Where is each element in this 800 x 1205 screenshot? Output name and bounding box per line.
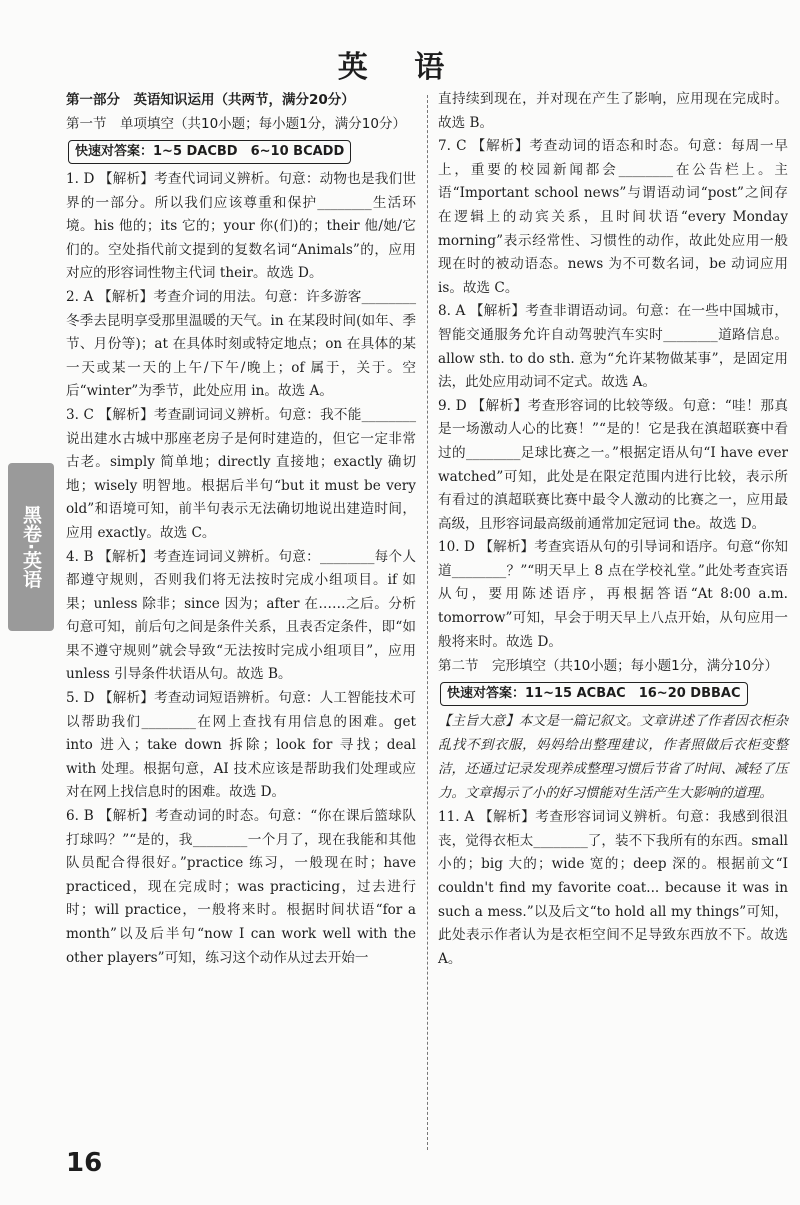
part-heading: 第一部分 英语知识运用（共两节，满分20分） xyxy=(66,92,355,108)
question-6-continued: 直持续到现在，并对现在产生了影响，应用现在完成时。故选 B。 xyxy=(438,91,788,131)
page-number: 16 xyxy=(66,1148,103,1178)
section2-heading: 第二节 完形填空（共10小题；每小题1分，满分10分） xyxy=(438,658,778,675)
question-7: 7. C 【解析】考查动词的语态和时态。句意：每周一早上，重要的校园新闻都会________在公告栏上。主语“Important school news”与谓语动词“post”之间存在逻辑上的动宾关系，且时间状语“every Monday morning”表示经常性、习惯性的动作，故此处应用一般现在时的被动语态。news 为不可数名词，be 动词应用 is。故选 C。 xyxy=(438,138,788,296)
question-4: 4. B 【解析】考查连词词义辨析。句意：________每个人都遵守规则，否则我们将无法按时完成小组项目。if 如果；unless 除非；since 因为；after 在……之后。分析句意可知，前后句之间是条件关系，且表否定条件，即“如果不遵守规则”就会导致“无法按时完成小组项目”，应用 unless 引导条件状语从句。故选 B。 xyxy=(66,548,416,683)
question-11: 11. A 【解析】考查形容词词义辨析。句意：我感到很沮丧，觉得衣柜太________了，装不下我所有的东西。small 小的；big 大的；wide 宽的；deep 深的。根据前文“I couldn't find my favorite coat... because it was in such a mess.”以及后文“to hold all my things”可知，此处表示作者认为是衣柜空间不足导致东西放不下。故选 A。 xyxy=(438,809,788,967)
question-10: 10. D 【解析】考查宾语从句的引导词和语序。句意“你知道________？”“明天早上 8 点在学校礼堂。”此处考查宾语从句，要用陈述语序，再根据答语“At 8:00 a.m. tomorrow”可知，早会于明天早上八点开始，从句应用一般将来时。故选 D。 xyxy=(438,539,788,650)
question-1: 1. D 【解析】考查代词词义辨析。句意：动物也是我们世界的一部分。所以我们应该尊重和保护________生活环境。his 他的；its 它的；your 你(们)的；their 他/她/它们的。空处指代前文提到的复数名词“Animals”的，应用对应的形容词性物主代词 their。故选 D。 xyxy=(66,171,416,282)
right-column xyxy=(438,88,788,971)
column-divider xyxy=(427,95,428,1150)
quick-answers-2: 快速对答案：11~15 ACBAC 16~20 DBBAC xyxy=(440,682,748,706)
left-column xyxy=(66,88,416,970)
question-2: 2. A 【解析】考查介词的用法。句意：许多游客________冬季去昆明享受那里温暖的天气。in 在某段时间(如年、季节、月份等)；at 在具体时刻或特定地点；on 在具体的某一天或某一天的上午/下午/晚上；of 属于，关于。空后“winter”为季节，此处应用 in。故选 A。 xyxy=(66,288,416,400)
section1-heading: 第一节 单项填空（共10小题；每小题1分，满分10分） xyxy=(66,116,406,132)
page-title: 英 语 xyxy=(337,50,463,85)
question-9: 9. D 【解析】考查形容词的比较等级。句意：“哇！那真是一场激动人心的比赛！”“是的！它是我在滇超联赛中看过的________足球比赛之一。”根据定语从句“I have ever watched”可知，此处是在限定范围内进行比较，表示所有看过的滇超联赛比赛中最令人激动的比赛之一，应用最高级，且形容词最高级前通常加定冠词 the。故选 D。 xyxy=(438,397,788,532)
question-8: 8. A 【解析】考查非谓语动词。句意：在一些中国城市，智能交通服务允许自动驾驶汽车实时________道路信息。allow sth. to do sth. 意为“允许某物做某事”，是固定用法，此处应用动词不定式。故选 A。 xyxy=(438,303,788,391)
passage-summary: 【主旨大意】本文是一篇记叙文。文章讲述了作者因衣柜杂乱找不到衣服，妈妈给出整理建议，作者照做后衣柜变整洁，还通过记录发现养成整理习惯后节省了时间、减轻了压力。文章揭示了小的好习惯能对生活产生大影响的道理。 xyxy=(438,714,788,802)
quick-answers-1: 快速对答案：1~5 DACBD 6~10 BCADD xyxy=(68,140,351,164)
question-5: 5. D 【解析】考查动词短语辨析。句意：人工智能技术可以帮助我们________在网上查找有用信息的困难。get into 进入；take down 拆除；look for 寻找；deal with 处理。根据句意，AI 技术应该是帮助我们处理或应对在网上找信息时的困难。故选 D。 xyxy=(66,690,416,801)
side-tab: 黑卷·英语 xyxy=(8,463,54,631)
question-6: 6. B 【解析】考查动词的时态。句意：“你在课后篮球队打球吗？”“是的，我________一个月了，现在我能和其他队员配合得很好。”practice 练习，一般现在时；have practiced，现在完成时；was practicing，过去进行时；will practice，一般将来时。根据时间状语“for a month”以及后半句“now I can work well with the other players”可知，练习这个动作从过去开始一 xyxy=(66,808,416,966)
question-3: 3. C 【解析】考查副词词义辨析。句意：我不能________说出建水古城中那座老房子是何时建造的，但它一定非常古老。simply 简单地；directly 直接地；exactly 确切地；wisely 明智地。根据后半句“but it must be very old”和语境可知，前半句表示无法确切地说出建造时间，应用 exactly。故选 C。 xyxy=(66,406,416,541)
